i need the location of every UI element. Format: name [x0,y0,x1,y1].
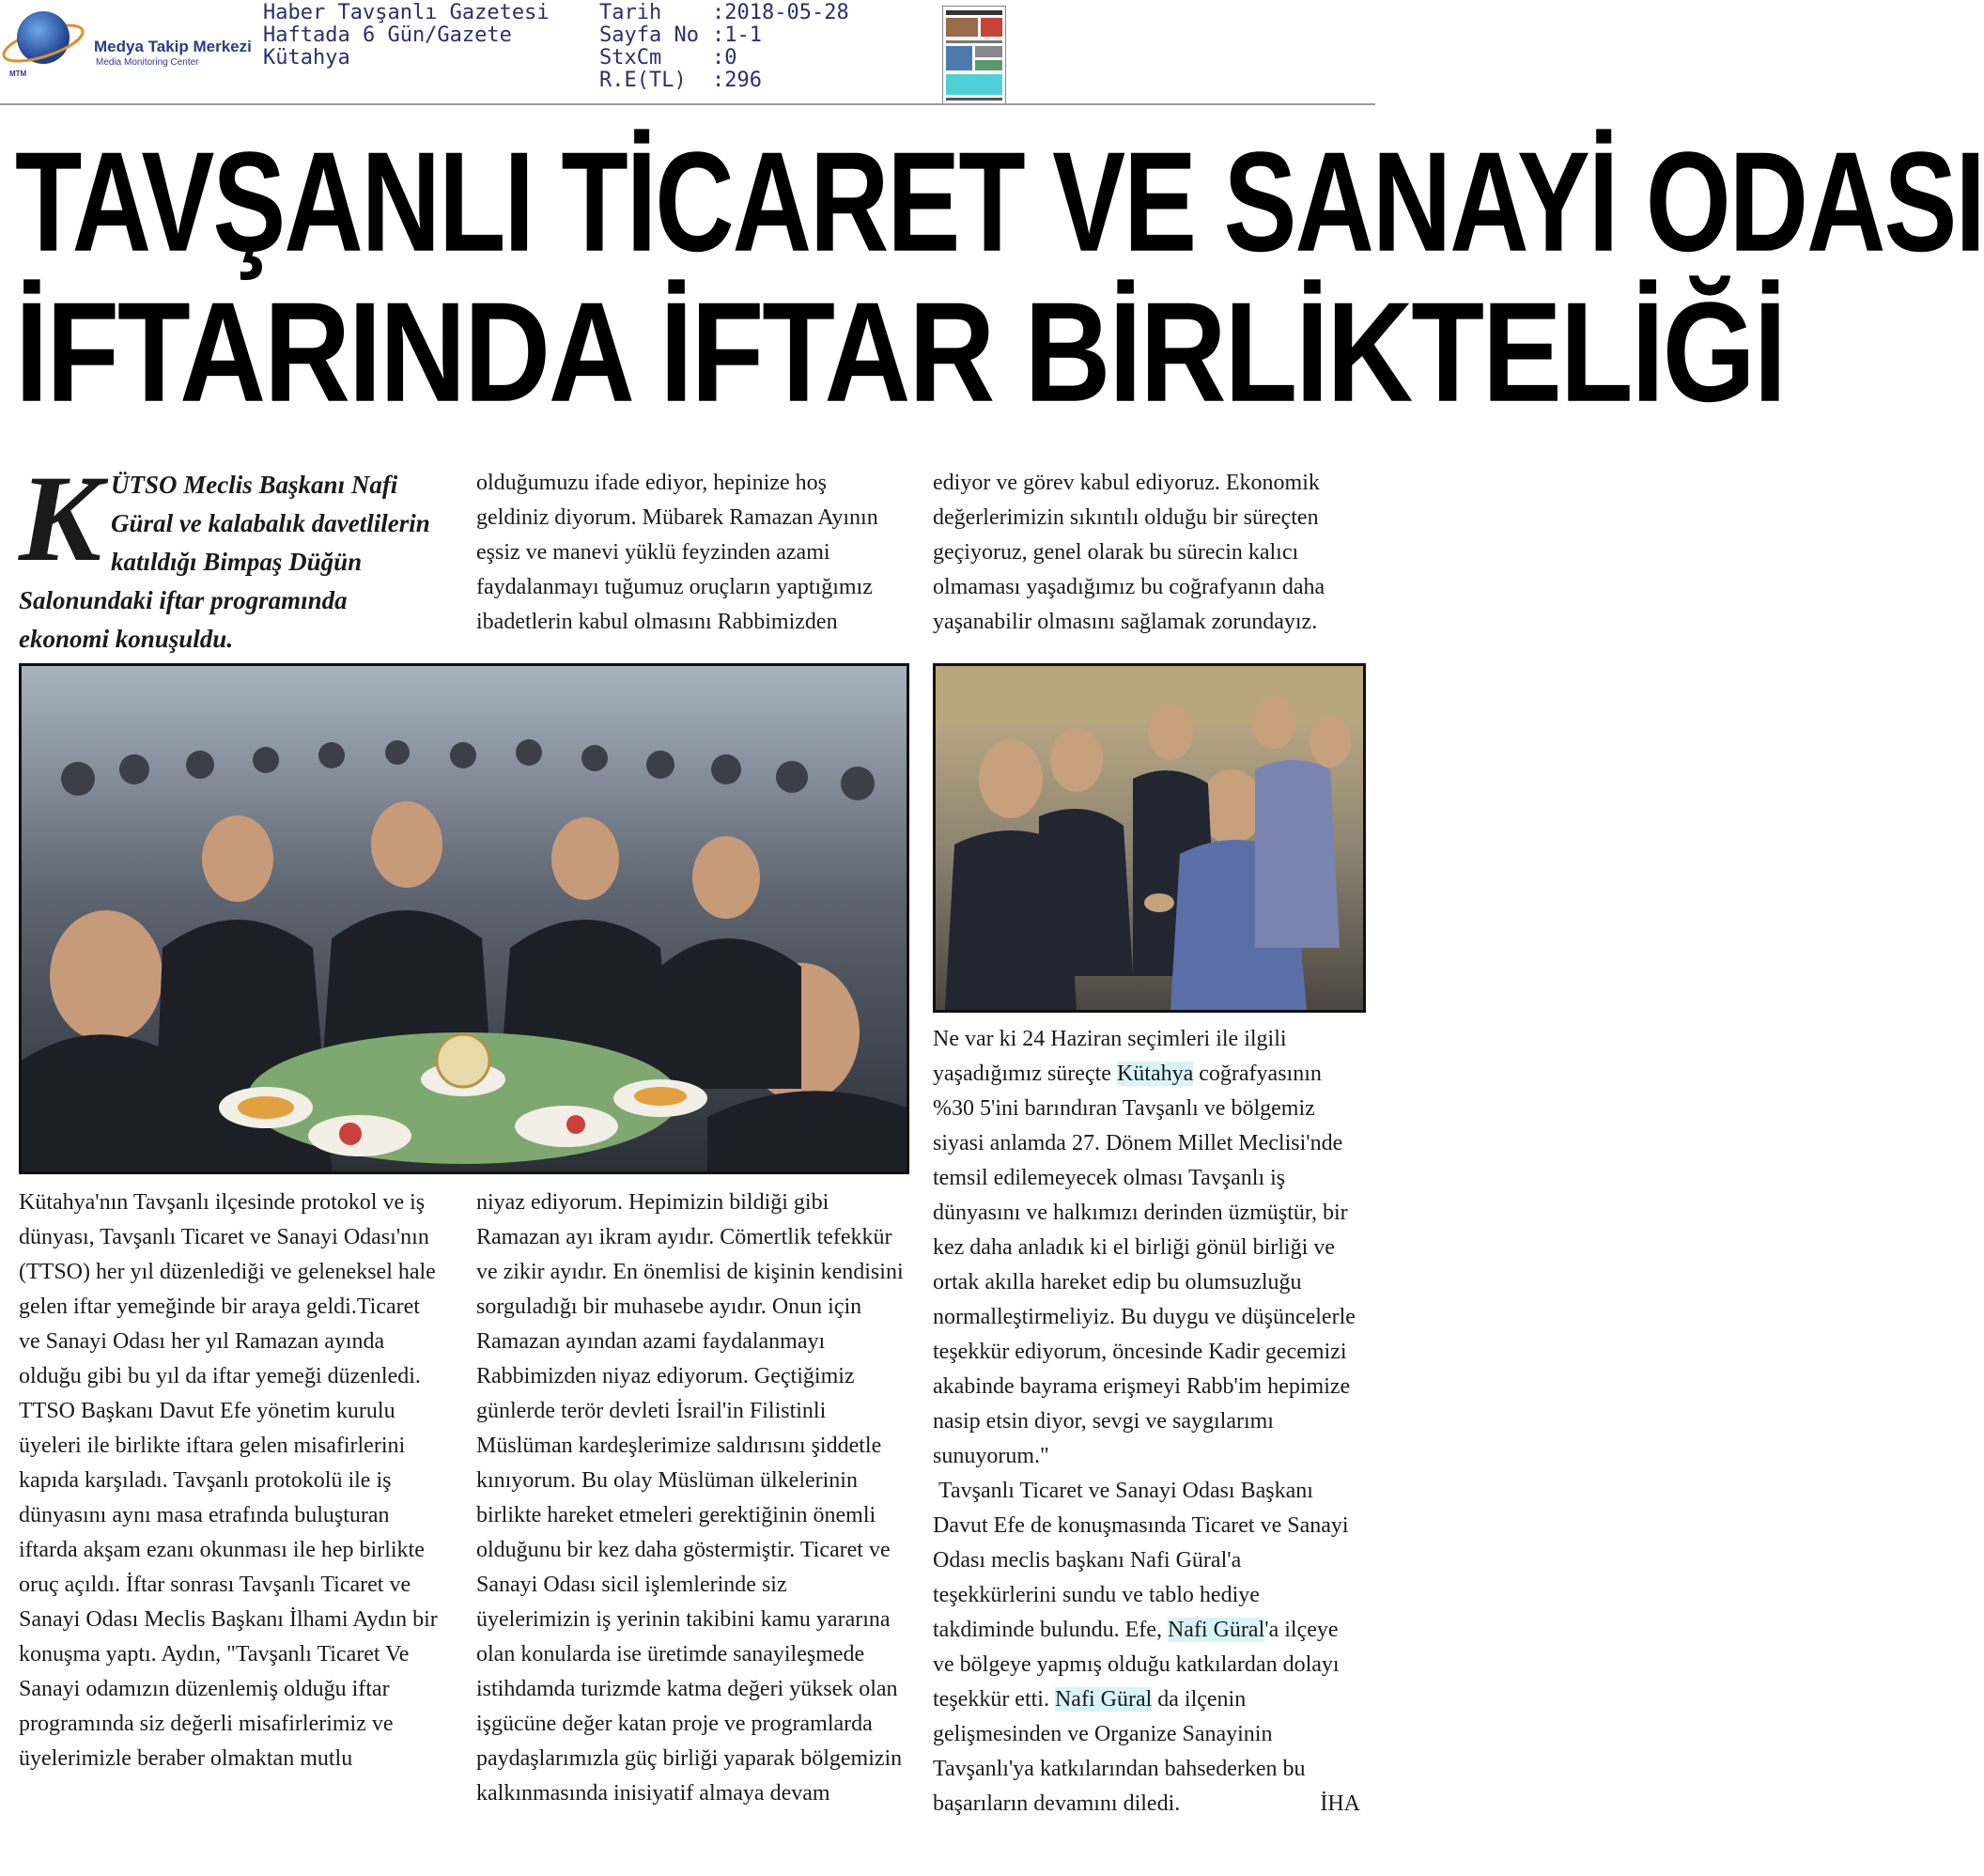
top-column-2-text: olduğumuzu ifade ediyor, hepinize hoş geldiniz diyorum. Mübarek Ramazan Ayının eşsiz ve manevi yüklü feyzinden azami faydalanmayı tuğumuz oruçların yaptığımız ibadetlerin kabul olmasını Rabbimizden [476,471,878,634]
body-column-1-text: Kütahya'nın Tavşanlı ilçesinde protokol ve iş dünyası, Tavşanlı Ticaret ve Sanayi Odası'nın (TTSO) her yıl düzenlediği ve geleneksel hale gelen iftar yemeğinde bir araya geldi.Ticaret ve Sanayi Odası her yıl Ramazan ayında olduğu gibi bu yıl da iftar yemeği düzenledi. TTSO Başkanı Davut Efe yönetim kurulu üyeleri ile birlikte iftara gelen misafirlerini kapıda karşıladı. Tavşanlı protokolü ile iş dünyasını aynı masa etrafında buluşturan iftarda akşam ezanı okunması ile hep birlikte oruç açıldı. İftar sonrası Tavşanlı Ticaret ve Sanayi Odası Meclis Başkanı İlhami Aydın bir konuşma yaptı. Aydın, "Tavşanlı Ticaret Ve Sanayi odamızın düzenlemiş olduğu iftar programında siz değerli misafirlerimiz ve üyelerimizle beraber olmaktan mutlu [19,1190,438,1771]
highlight-nafi-gural: Nafi Güral [1167,1618,1265,1642]
highlight-kutahya: Kütahya [1116,1062,1194,1086]
meta-row-re: R.E(TL) :296 [599,69,762,92]
source-frequency: Haftada 6 Gün/Gazete [263,23,512,47]
top-column-3-text: ediyor ve görev kabul ediyoruz. Ekonomik değerlerimizin sıkıntılı olduğu bir süreçten geçiyoruz, genel olarak bu sürecin kalıcı olmaması yaşadığımız bu coğrafyanın daha yaşanabilir olmasını sağlamak zorundayız. [933,471,1325,634]
headline-line-1: TAVŞANLI TİCARET VE SANAYİ ODASI [15,123,1984,282]
meta-row-page: Sayfa No :1-1 [599,23,762,47]
byline: İHA [1320,1791,1360,1816]
body-column-2 [476,1186,904,1811]
article-lead [19,449,442,659]
clipping-meta [599,2,849,92]
drop-cap: K [19,449,102,587]
logo-name: Medya Takip Merkezi [94,38,252,55]
logo-subtitle: Media Monitoring Center [96,57,199,68]
source-info [263,2,550,70]
top-column-2 [476,466,904,640]
body-column-3-paragraph-1: Ne var ki 24 Haziran seçimleri ile ilgili yaşadığımız süreçte Kütahya coğrafyasının %30 5'ini barındıran Tavşanlı ve bölgemiz siyasi anlamda 27. Dönem Millet Meclisi'nde temsil edilemeyecek olması Tavşanlı iş dünyasını ve halkımızı derinden üzmüştür, bir kez daha anladık ki el birliği gönül birliği ve ortak akılla hareket edip bu olumsuzluğu normalleştirmeliyiz. Bu duygu ve düşüncelerle teşekkür ediyorum, öncesinde Kadir gecemizi akabinde bayrama erişmeyi Rabb'im hepimize nasip etsin diyor, sevgi ve saygılarımı sunuyorum." [933,1027,1356,1468]
body-column-3-paragraph-2: Tavşanlı Ticaret ve Sanayi Odası Başkanı Davut Efe de konuşmasında Ticaret ve Sanayi Odası meclis başkanı Nafi Güral'a teşekkürlerini sundu ve tablo hediye takdiminde bulundu. Efe, Nafi Güral'a ilçeye ve bölgeye yapmış olduğu katkılardan dolayı teşekkür etti. Nafi Güral da ilçenin gelişmesinden ve Organize Sanayinin Tavşanlı'ya katkılarından bahsederken bu başarıların devamını diledi. İHA [933,1474,1360,1822]
top-column-3 [933,466,1360,640]
highlight-nafi-gural-2: Nafi Güral [1054,1687,1153,1712]
iftar-table-photo [19,663,909,1174]
body-column-3 [933,1022,1360,1822]
lead-text: ÜTSO Meclis Başkanı Nafi Güral ve kalabalık davetlilerin katıldığı Bimpaş Düğün Salonundaki iftar programında ekonomi konuşuldu. [19,471,430,653]
source-name: Haber Tavşanlı Gazetesi [263,1,550,24]
logo [4,6,257,81]
body-column-1 [19,1186,446,1776]
clipping-header [0,0,1375,103]
source-city: Kütahya [263,46,350,70]
header-divider [0,103,1375,105]
logo-abbr: MTM [9,70,27,78]
body-column-2-text: niyaz ediyorum. Hepimizin bildiği gibi Ramazan ayı ikram ayıdır. Cömertlik tefekkür ve zikir ayıdır. En önemlisi de kişinin kendisini sorguladığı bir muhasebe ayıdır. Onun için Ramazan ayından azami faydalanmayı Rabbimizden niyaz ediyorum. Geçtiğimiz günlerde terör devleti İsrail'in Filistinli Müslüman kardeşlerimize saldırısını şiddetle kınıyorum. Bu olay Müslüman ülkelerinin birlikte hareket etmeleri gerektiğinin önemli olduğunu bir kez daha göstermiştir. Ticaret ve Sanayi Odası sicil işlemlerinde siz üyelerimizin iş yerinin takibini kamu yararına olan konularda ise üretimde sanayileşmede istihdamda turizmde katma değeri yüksek olan işgücüne değer katan proje ve programlarda paydaşlarımızla güç birliği yaparak bölgemizin kalkınmasında inisiyatif almaya devam [476,1190,904,1806]
meta-row-stxcm: StxCm :0 [599,46,737,70]
page-thumbnail[interactable] [942,6,1006,105]
meta-row-date: Tarih :2018-05-28 [599,1,849,24]
handshake-photo [933,663,1366,1013]
headline-line-2: İFTARINDA İFTAR BİRLİKTELİĞİ [15,273,1785,432]
